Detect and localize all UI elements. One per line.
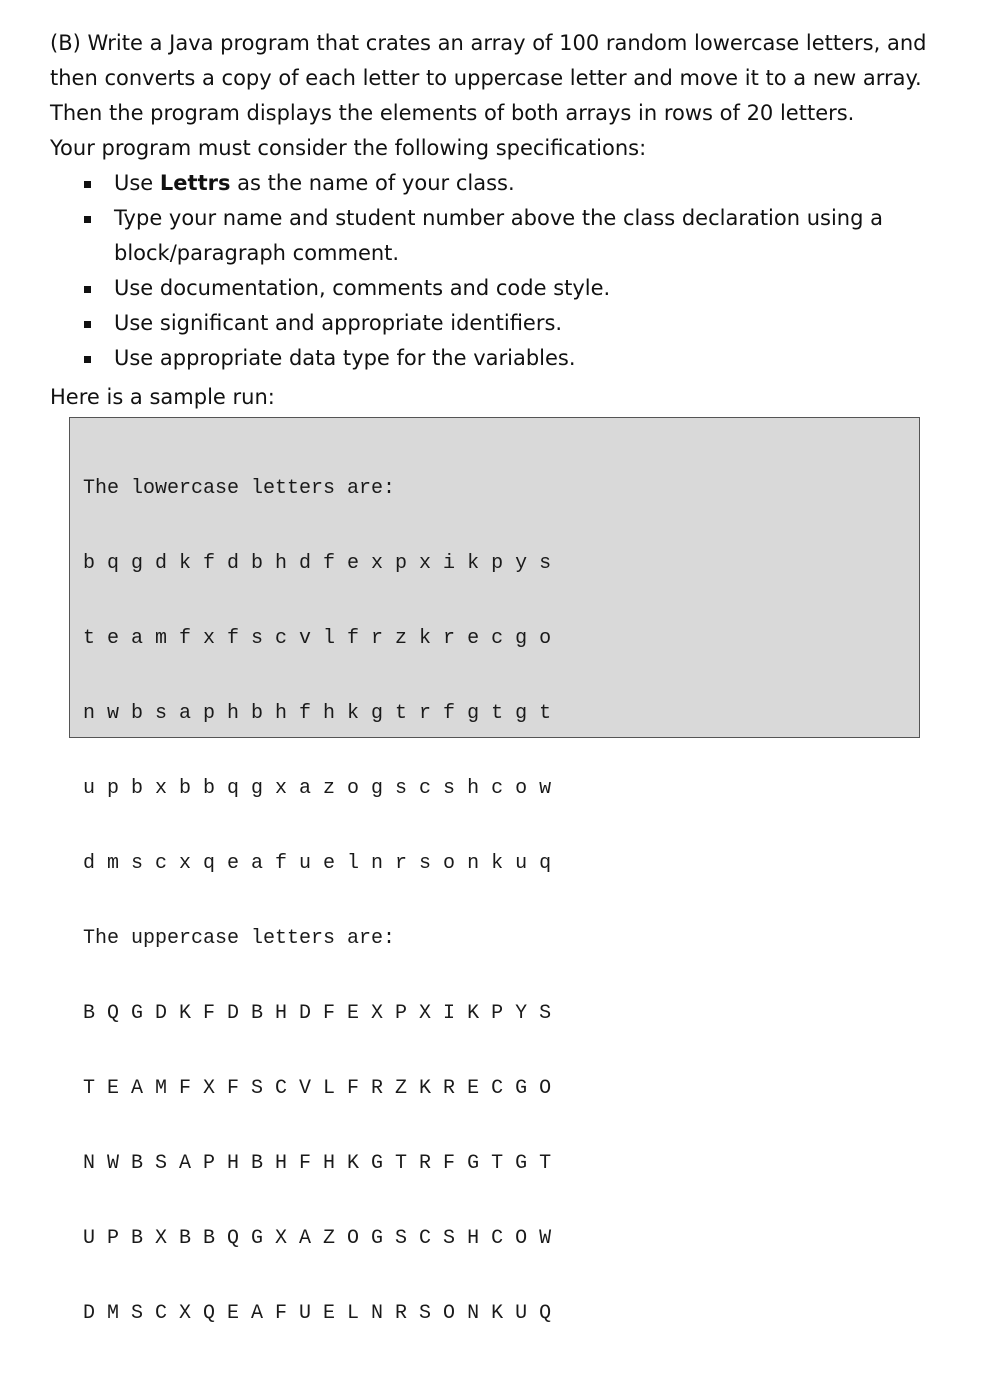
lowercase-row: d m s c x q e a f u e l n r s o n k u q bbox=[83, 852, 552, 875]
lowercase-row: t e a m f x f s c v l f r z k r e c g o bbox=[83, 627, 552, 650]
spec-text: as the name of your class. bbox=[230, 171, 515, 195]
question-line: Then the program displays the elements of both arrays in rows of 20 letters. bbox=[50, 101, 855, 125]
sample-output-box bbox=[69, 417, 920, 1325]
lowercase-row: b q g d k f d b h d f e x p x i k p y s bbox=[83, 552, 552, 575]
uppercase-row: N W B S A P H B H F H K G T R F G T G T bbox=[83, 1152, 552, 1175]
class-name-bold: Lettrs bbox=[159, 171, 231, 195]
spec-text: Use documentation, comments and code style. bbox=[114, 276, 611, 300]
spec-text: Use significant and appropriate identifiers. bbox=[114, 311, 563, 335]
spec-text: block/paragraph comment. bbox=[114, 241, 400, 265]
uppercase-row: U P B X B B Q G X A Z O G S C S H C O W bbox=[83, 1227, 552, 1250]
uppercase-heading: The uppercase letters are: bbox=[83, 927, 396, 950]
specifications-list bbox=[78, 166, 894, 376]
lowercase-heading: The lowercase letters are: bbox=[83, 477, 396, 500]
spec-item-data-types bbox=[78, 341, 894, 376]
spec-text: Use bbox=[114, 171, 160, 195]
spec-text: Use appropriate data type for the variables. bbox=[114, 346, 576, 370]
lowercase-row: n w b s a p h b h f h k g t r f g t g t bbox=[83, 702, 552, 725]
spec-item-comment bbox=[78, 201, 894, 271]
question-line: then converts a copy of each letter to uppercase letter and move it to a new array. bbox=[50, 66, 922, 90]
uppercase-row: B Q G D K F D B H D F E X P X I K P Y S bbox=[83, 1002, 552, 1025]
question-paragraph bbox=[50, 26, 980, 166]
spec-item-documentation bbox=[78, 271, 894, 306]
spec-text: Type your name and student number above the class declaration using a bbox=[114, 206, 883, 230]
spec-item-identifiers bbox=[78, 306, 894, 341]
lowercase-row: u p b x b b q g x a z o g s c s h c o w bbox=[83, 777, 552, 800]
question-line: Your program must consider the following specifications: bbox=[50, 136, 647, 160]
uppercase-row: T E A M F X F S C V L F R Z K R E C G O bbox=[83, 1077, 552, 1100]
spec-item-class-name bbox=[78, 166, 894, 201]
sample-run-label: Here is a sample run: bbox=[50, 385, 275, 409]
uppercase-row: D M S C X Q E A F U E L N R S O N K U Q bbox=[83, 1302, 552, 1325]
question-line: (B) Write a Java program that crates an array of 100 random lowercase letters, and bbox=[50, 31, 927, 55]
